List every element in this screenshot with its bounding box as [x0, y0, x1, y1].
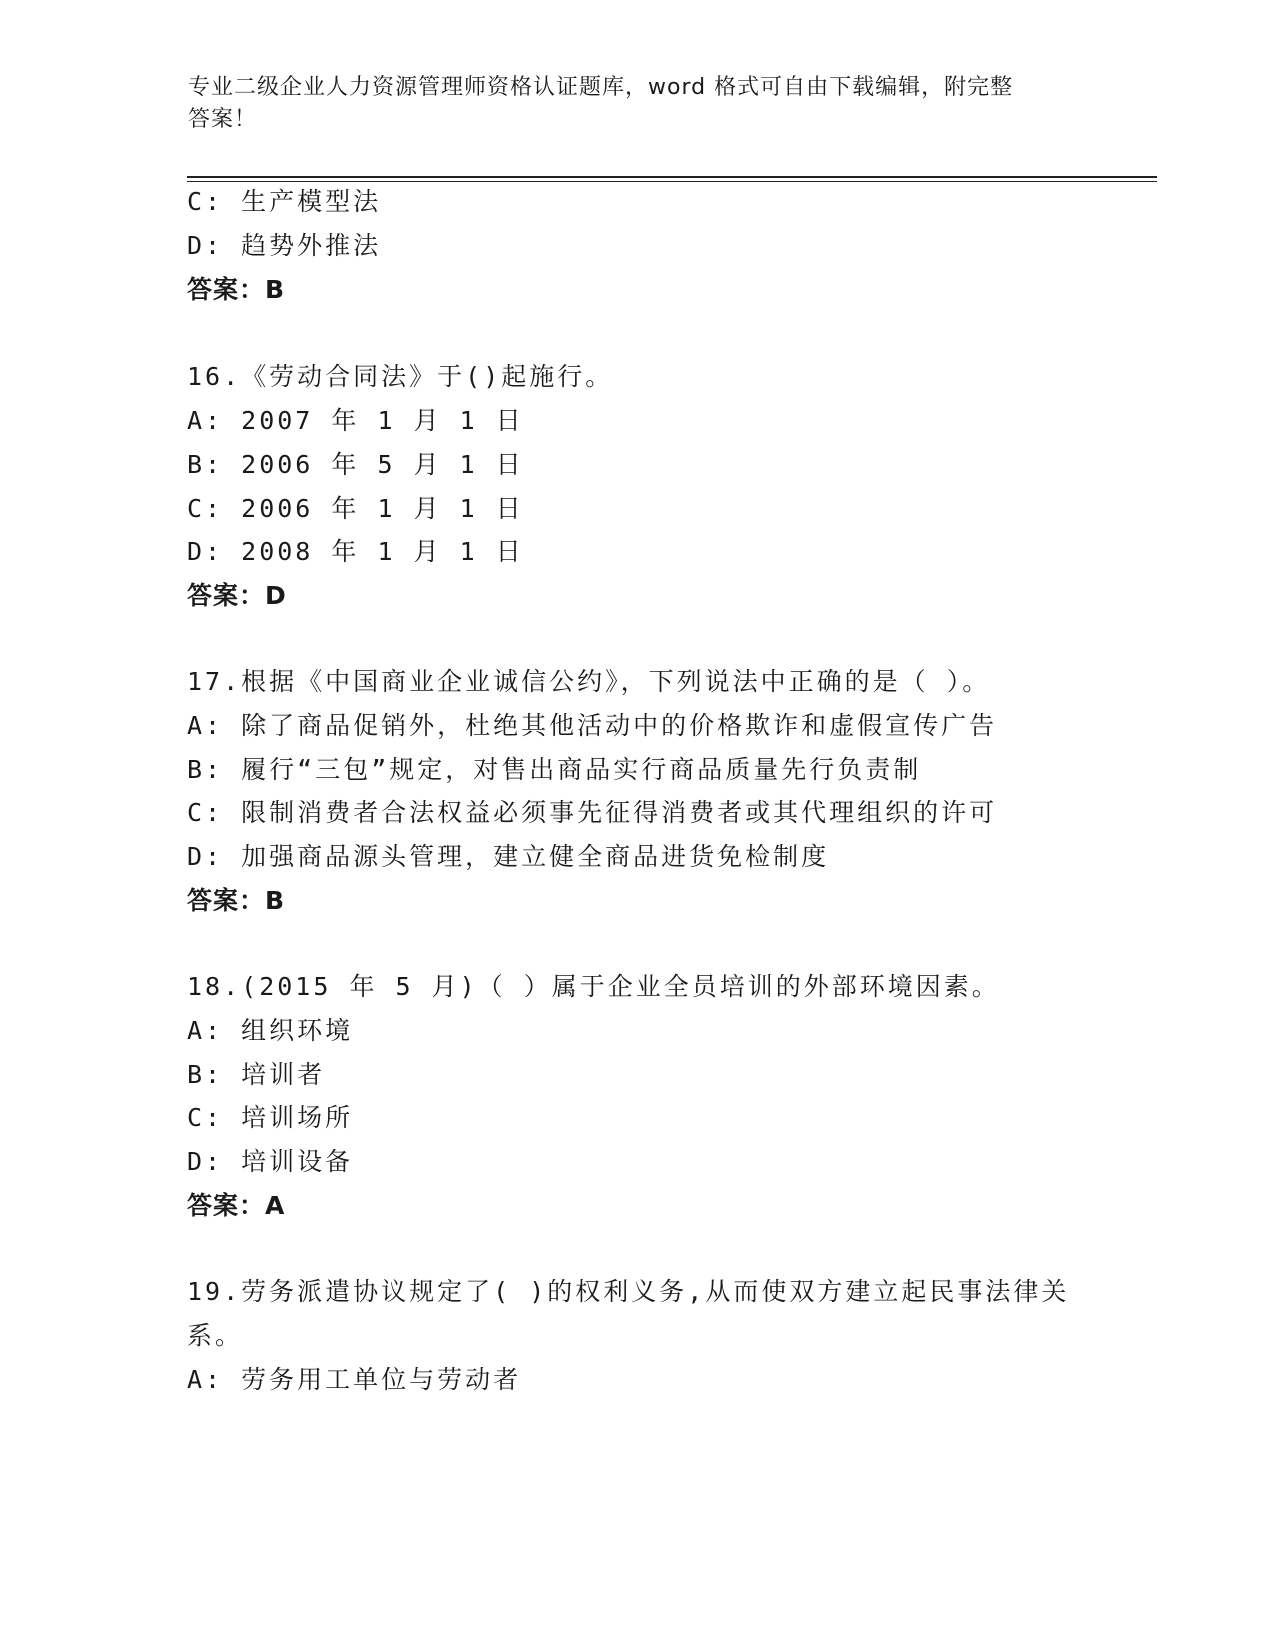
question-stem-line-1: 19.劳务派遣协议规定了( )的权利义务,从而使双方建立起民事法律关	[187, 1277, 1070, 1306]
question-stem: 17.根据《中国商业企业诚信公约》，下列说法中正确的是（ ）。	[187, 667, 991, 696]
answer-label: 答案：B	[187, 886, 286, 915]
option-b: B: 培训者	[187, 1060, 326, 1089]
document-header	[188, 72, 1088, 136]
option-c: C: 培训场所	[187, 1103, 354, 1132]
option-c: C: 生产模型法	[187, 187, 382, 216]
header-divider	[187, 176, 1157, 182]
option-b: B: 2006 年 5 月 1 日	[187, 450, 524, 479]
question-stem-line-2: 系。	[187, 1321, 244, 1350]
question-stem: 16.《劳动合同法》于()起施行。	[187, 362, 614, 391]
option-a: A: 除了商品促销外，杜绝其他活动中的价格欺诈和虚假宣传广告	[187, 711, 998, 740]
option-b: B: 履行“三包”规定，对售出商品实行商品质量先行负责制	[187, 755, 922, 784]
option-d: D: 培训设备	[187, 1147, 354, 1176]
answer-label: 答案：D	[187, 581, 287, 610]
option-a: A: 组织环境	[187, 1016, 354, 1045]
option-d: D: 2008 年 1 月 1 日	[187, 537, 524, 566]
question-stem: 18.(2015 年 5 月)（ ）属于企业全员培训的外部环境因素。	[187, 972, 1000, 1001]
option-d: D: 加强商品源头管理，建立健全商品进货免检制度	[187, 842, 830, 871]
option-d: D: 趋势外推法	[187, 231, 382, 260]
header-line-2: 答案！	[188, 107, 258, 132]
header-line-1: 专业二级企业人力资源管理师资格认证题库，word 格式可自由下载编辑，附完整	[188, 75, 1014, 100]
option-a: A: 2007 年 1 月 1 日	[187, 406, 524, 435]
answer-label: 答案：B	[187, 275, 286, 304]
option-c: C: 2006 年 1 月 1 日	[187, 494, 524, 523]
option-a: A: 劳务用工单位与劳动者	[187, 1365, 522, 1394]
answer-label: 答案：A	[187, 1191, 286, 1220]
option-c: C: 限制消费者合法权益必须事先征得消费者或其代理组织的许可	[187, 798, 998, 827]
